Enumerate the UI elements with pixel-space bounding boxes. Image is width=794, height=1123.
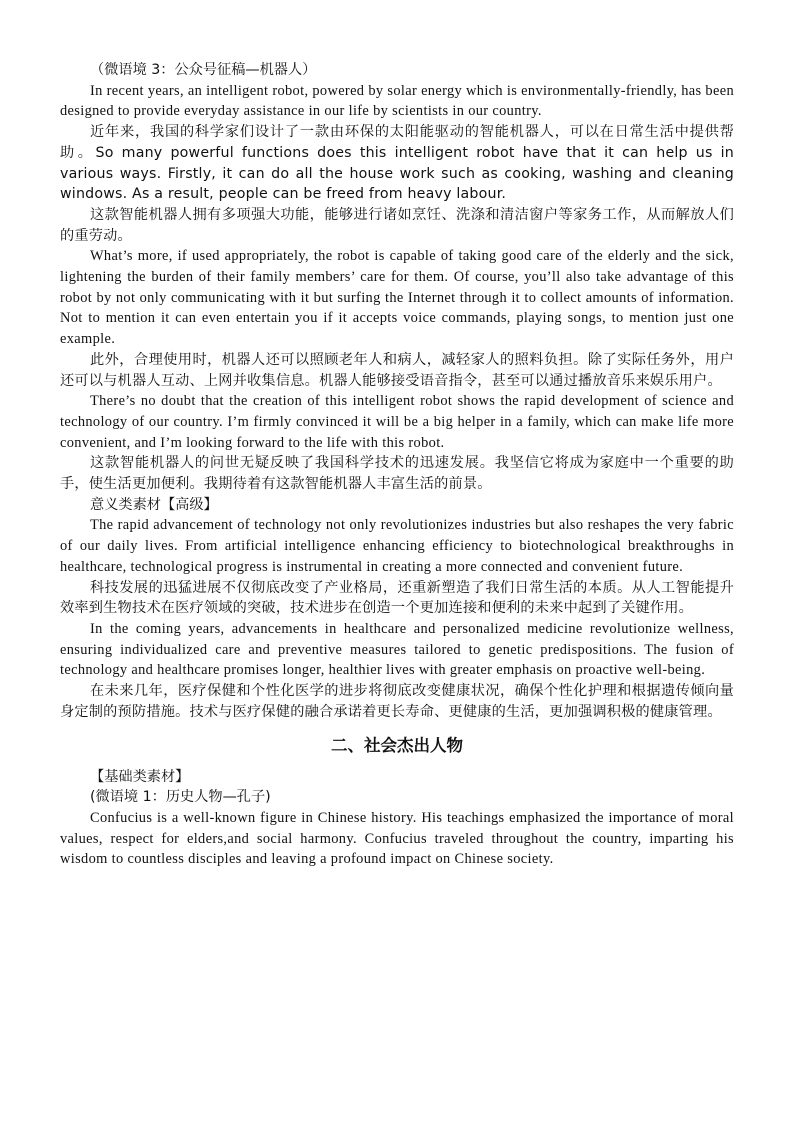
meaning-paragraph-en-1: The rapid advancement of technology not only revolutionizes industries but also reshapes the very fabric of our daily lives. From artificial intelligence enhancing efficiency to biotechnological breakthroughs in healthcare, technological progress is instrumental in creating a more connected and convenient future. xyxy=(60,517,734,575)
robot-paragraph-en-6: There’s no doubt that the creation of this intelligent robot shows the rapid development of science and technology of our country. I’m firmly convinced it will be a big helper in a family, which can make life more convenient, and I’m looking forward to the life with this robot. xyxy=(60,393,734,451)
section-heading: 二、社会杰出人物 xyxy=(331,735,463,755)
robot-paragraph-zh-5: 此外，合理使用时，机器人还可以照顾老年人和病人，减轻家人的照料负担。除了实际任务外，用户还可以与机器人互动、上网并收集信息。机器人能够接受语音指令，甚至可以通过播放音乐来娱乐用户。 xyxy=(60,351,734,389)
meaning-paragraph-zh-2: 科技发展的迅猛进展不仅彻底改变了产业格局，还重新塑造了我们日常生活的本质。从人工智能提升效率到生物技术在医疗领域的突破，技术进步在创造一个更加连接和便利的未来中起到了关键作用。 xyxy=(60,579,734,617)
robot-paragraph-mixed-2: 近年来，我国的科学家们设计了一款由环保的太阳能驱动的智能机器人，可以在日常生活中提供帮助。So many powerful functions does this intelligent robot have that it can help us in various ways. Firstly, it can do all the house work such as cooking, washing and cleaning windows. As a result, people can be freed from heavy labour. xyxy=(60,124,734,203)
robot-paragraph-en-4: What’s more, if used appropriately, the robot is capable of taking good care of the elderly and the sick, lightening the burden of their family members’ care for them. Of course, you’ll also take advantage of this robot by not only communicating with it but surfing the Internet through it to collect amounts of information. Not to mention it can even entertain you if it accepts voice commands, playing songs, to mention just one example. xyxy=(60,248,734,348)
basic-material-label: 【基础类素材】 xyxy=(90,768,190,785)
document-page xyxy=(60,60,734,870)
meaning-material-label: 意义类素材【高级】 xyxy=(90,496,218,513)
meaning-paragraph-en-3: In the coming years, advancements in healthcare and personalized medicine revolutionize wellness, ensuring individualized care and preventive measures tailored to genetic predispositions. The fusion of technology and healthcare promises longer, healthier lives with greater emphasis on proactive well-being. xyxy=(60,620,734,679)
robot-paragraph-zh-7: 这款智能机器人的问世无疑反映了我国科学技术的迅速发展。我坚信它将成为家庭中一个重要的助手，使生活更加便利。我期待着有这款智能机器人丰富生活的前景。 xyxy=(60,455,734,493)
situation-1-label: (微语境 1：历史人物—孔子) xyxy=(90,789,271,806)
confucius-paragraph: Confucius is a well-known figure in Chinese history. His teachings emphasized the importance of moral values, respect for elders,and social harmony. Confucius traveled throughout the country, imparting his wisdom to countless disciples and leaving a profound impact on Chinese society. xyxy=(60,809,734,868)
robot-paragraph-en-1: In recent years, an intelligent robot, powered by solar energy which is environmentally-friendly, has been designed to provide everyday assistance in our life by scientists in our country. xyxy=(60,82,734,120)
situation-3-label: （微语境 3：公众号征稿—机器人） xyxy=(90,62,317,78)
robot-paragraph-zh-3: 这款智能机器人拥有多项强大功能，能够进行诸如烹饪、洗涤和清洁窗户等家务工作，从而解放人们的重劳动。 xyxy=(60,206,734,244)
meaning-paragraph-zh-4: 在未来几年，医疗保健和个性化医学的进步将彻底改变健康状况，确保个性化护理和根据遗传倾向量身定制的预防措施。技术与医疗保健的融合承诺着更长寿命、更健康的生活，更加强调积极的健康管理。 xyxy=(60,683,734,720)
